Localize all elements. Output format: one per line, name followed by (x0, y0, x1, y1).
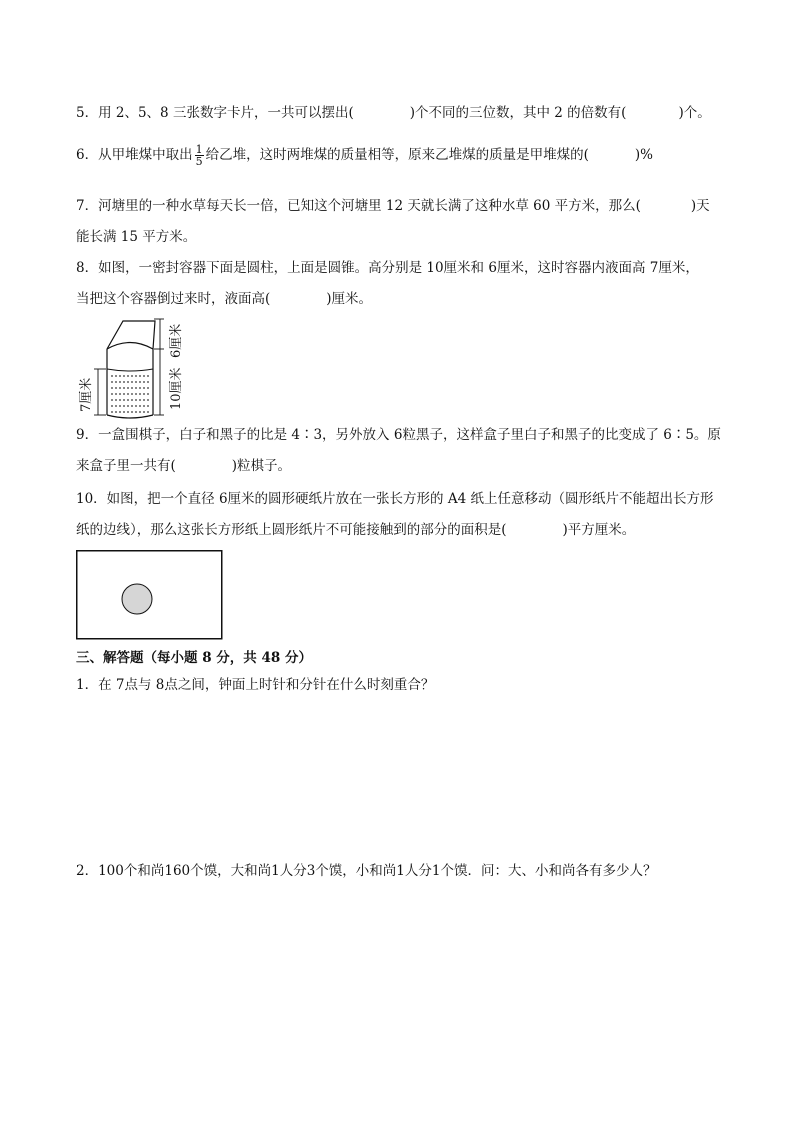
q5-text-a: 5．用 2、5、8 三张数字卡片，一共可以摆出( (76, 105, 354, 121)
q9-text-b: )粒棋子。 (231, 458, 292, 474)
fraction-numerator: 1 (195, 143, 203, 156)
liquid-surface (107, 369, 153, 371)
q5-text-b: )个不同的三位数，其中 2 的倍数有( (409, 105, 627, 121)
section-3-title (76, 648, 312, 668)
question-9-line-2 (76, 456, 291, 476)
q10-text-a: 纸的边线），那么这张长方形纸上圆形纸片不可能接触到的部分的面积是( (76, 522, 507, 538)
q5-text-c: )个。 (678, 105, 711, 121)
question-7-line-2 (76, 227, 196, 247)
q7-text-b: )天 (690, 198, 710, 214)
cone-base-curve (107, 343, 153, 350)
problem-2 (76, 861, 656, 881)
question-9-line-1 (76, 425, 721, 445)
q10-text-b: )平方厘米。 (562, 522, 636, 538)
cone-outline (107, 321, 155, 349)
problem-2-text: 2．100个和尚160个馍，大和尚1人分3个馍，小和尚1人分1个馍．问：大、小和尚各有多少人？ (76, 863, 657, 879)
question-6 (76, 144, 653, 167)
a4-paper-figure (76, 550, 224, 641)
label-10cm: 10厘米 (169, 367, 184, 410)
liquid-hatching (111, 376, 150, 412)
problem-1-text: 1．在 7点与 8点之间，钟面上时针和分针在什么时刻重合？ (76, 677, 435, 693)
q7-text-a: 7．河塘里的一种水草每天长一倍，已知这个河塘里 12 天就长满了这种水草 60 平方米，那么( (76, 198, 641, 214)
question-5 (76, 103, 711, 123)
q10-text-line1: 10．如图，把一个直径 6厘米的圆形硬纸片放在一张长方形的 A4 纸上任意移动（圆形纸片不能超出长方形 (76, 491, 714, 507)
fraction-denominator: 5 (195, 155, 203, 168)
q8-text-line1: 8．如图，一密封容器下面是圆柱，上面是圆锥。高分别是 10厘米和 6厘米，这时容器内液面高 7厘米， (76, 260, 699, 276)
label-7cm: 7厘米 (79, 377, 94, 412)
question-8-line-2 (76, 289, 372, 309)
section-3-title-text: 三、解答题（每小题 8 分，共 48 分） (76, 650, 312, 666)
question-10-line-2 (76, 520, 635, 540)
q6-text-b: 给乙堆，这时两堆煤的质量相等，原来乙堆煤的质量是甲堆煤的( (205, 147, 589, 163)
q6-text-a: 6．从甲堆煤中取出 (76, 147, 193, 163)
q7-text-line2: 能长满 15 平方米。 (76, 229, 197, 245)
container-figure (66, 312, 196, 422)
q9-text-a: 来盒子里一共有( (76, 458, 176, 474)
q9-text-line1: 9．一盒围棋子，白子和黑子的比是 4∶3，另外放入 6粒黑子，这样盒子里白子和黑子的比变成了 6∶5。原 (76, 427, 721, 443)
paper-disc (122, 584, 152, 614)
label-6cm: 6厘米 (169, 323, 184, 358)
q6-text-c: )% (634, 147, 653, 163)
question-10-line-1 (76, 489, 713, 509)
fraction-one-fifth (195, 144, 204, 167)
q8-text-a: 当把这个容器倒过来时，液面高( (76, 291, 271, 307)
problem-1 (76, 675, 434, 695)
question-7-line-1 (76, 196, 710, 216)
q8-text-b: )厘米。 (326, 291, 373, 307)
cylinder-bottom (107, 415, 153, 418)
question-8-line-1 (76, 258, 699, 278)
